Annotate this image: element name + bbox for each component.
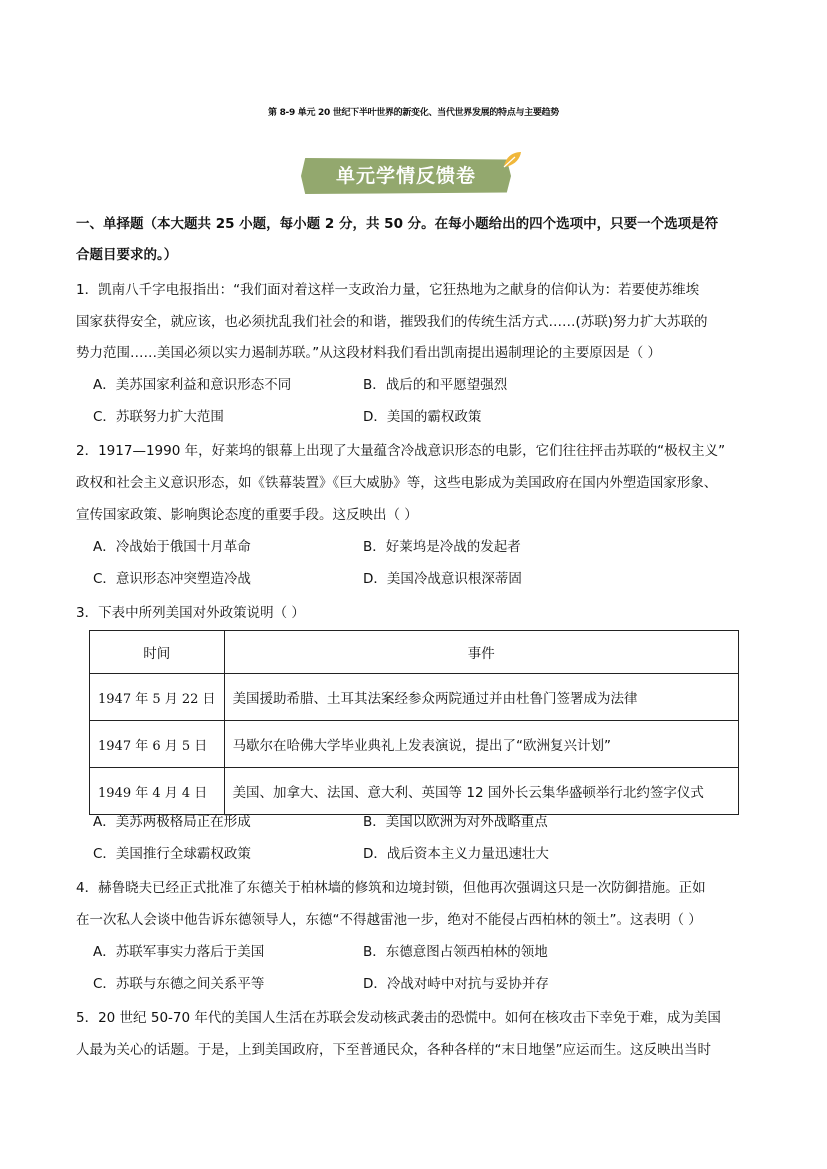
q3-option-c[interactable]: C．美国推行全球霸权政策 — [93, 846, 251, 862]
q2-option-b[interactable]: B．好莱坞是冷战的发起者 — [363, 539, 521, 555]
q1-stem-line1: 1．凯南八千字电报指出：“我们面对着这样一支政治力量，它狂热地为之献身的信仰认为：若要使苏维埃 — [76, 282, 700, 298]
table-header-time: 时间 — [90, 631, 225, 674]
table-cell-event: 马歇尔在哈佛大学毕业典礼上发表演说，提出了“欧洲复兴计划” — [224, 721, 738, 768]
q3-option-b[interactable]: B．美国以欧洲为对外战略重点 — [363, 814, 548, 830]
table-row — [90, 674, 739, 721]
page-title: 第 8-9 单元 20 世纪下半叶世界的新变化、当代世界发展的特点与主要趋势 — [268, 108, 559, 118]
table-row — [90, 768, 739, 815]
section-heading-line2: 合题目要求的。） — [76, 247, 178, 263]
q2-option-c[interactable]: C．意识形态冲突塑造冷战 — [93, 571, 251, 587]
q5-stem-line2: 人最为关心的话题。于是，上到美国政府，下至普通民众，各种各样的“末日地堡”应运而生。这反映出当时 — [76, 1042, 711, 1058]
table-cell-event: 美国援助希腊、土耳其法案经参众两院通过并由杜鲁门签署成为法律 — [224, 674, 738, 721]
q2-option-a[interactable]: A．冷战始于俄国十月革命 — [93, 539, 251, 555]
q1-option-b[interactable]: B．战后的和平愿望强烈 — [363, 377, 508, 393]
q3-option-d[interactable]: D．战后资本主义力量迅速壮大 — [363, 846, 549, 862]
q1-stem-line3: 势力范围……美国必须以实力遏制苏联。”从这段材料我们看出凯南提出遏制理论的主要原因是（ ） — [76, 345, 662, 361]
q4-option-b[interactable]: B．东德意图占领西柏林的领地 — [363, 944, 548, 960]
q2-stem-line3: 宣传国家政策、影响舆论态度的重要手段。这反映出（ ） — [76, 507, 418, 523]
q3-option-a[interactable]: A．美苏两极格局正在形成 — [93, 814, 251, 830]
table-cell-date: 1947 年 6 月 5 日 — [90, 721, 225, 768]
q4-option-a[interactable]: A．苏联军事实力落后于美国 — [93, 944, 265, 960]
table-row — [90, 721, 739, 768]
table-header-row — [90, 631, 739, 674]
table-cell-date: 1949 年 4 月 4 日 — [90, 768, 225, 815]
q1-stem-line2: 国家获得安全，就应该，也必须扰乱我们社会的和谐，摧毁我们的传统生活方式……(苏联)努力扩大苏联的 — [76, 314, 708, 330]
table-cell-date: 1947 年 5 月 22 日 — [90, 674, 225, 721]
q5-stem-line1: 5．20 世纪 50-70 年代的美国人生活在苏联会发动核武袭击的恐慌中。如何在核攻击下幸免于难，成为美国 — [76, 1010, 721, 1026]
q4-stem-line1: 4．赫鲁晓夫已经正式批准了东德关于柏林墙的修筑和边境封锁，但他再次强调这只是一次防御措施。正如 — [76, 880, 706, 896]
q4-option-d[interactable]: D．冷战对峙中对抗与妥协并存 — [363, 976, 549, 992]
table-cell-event: 美国、加拿大、法国、意大利、英国等 12 国外长云集华盛顿举行北约签字仪式 — [224, 768, 738, 815]
q4-option-c[interactable]: C．苏联与东德之间关系平等 — [93, 976, 265, 992]
leaf-icon — [501, 150, 523, 170]
unit-feedback-banner — [301, 150, 523, 198]
table-header-event: 事件 — [224, 631, 738, 674]
q1-option-c[interactable]: C．苏联努力扩大范围 — [93, 409, 224, 425]
q1-option-d[interactable]: D．美国的霸权政策 — [363, 409, 482, 425]
q3-stem-line1: 3．下表中所列美国对外政策说明（ ） — [76, 605, 305, 621]
q1-option-a[interactable]: A．美苏国家利益和意识形态不同 — [93, 377, 292, 393]
q2-option-d[interactable]: D．美国冷战意识根深蒂固 — [363, 571, 522, 587]
q2-stem-line2: 政权和社会主义意识形态，如《铁幕装置》《巨大威胁》等，这些电影成为美国政府在国内外塑造国家形象、 — [76, 475, 718, 491]
q2-stem-line1: 2．1917—1990 年，好莱坞的银幕上出现了大量蕴含冷战意识形态的电影，它们往往抨击苏联的“极权主义” — [76, 443, 726, 459]
banner-label: 单元学情反馈卷 — [335, 165, 476, 187]
q4-stem-line2: 在一次私人会谈中他告诉东德领导人，东德“不得越雷池一步，绝对不能侵占西柏林的领土”。这表明（ ） — [76, 912, 702, 928]
section-heading-line1: 一、单择题（本大题共 25 小题，每小题 2 分，共 50 分。在每小题给出的四个选项中，只要一个选项是符 — [76, 216, 719, 232]
policy-events-table — [89, 630, 739, 815]
